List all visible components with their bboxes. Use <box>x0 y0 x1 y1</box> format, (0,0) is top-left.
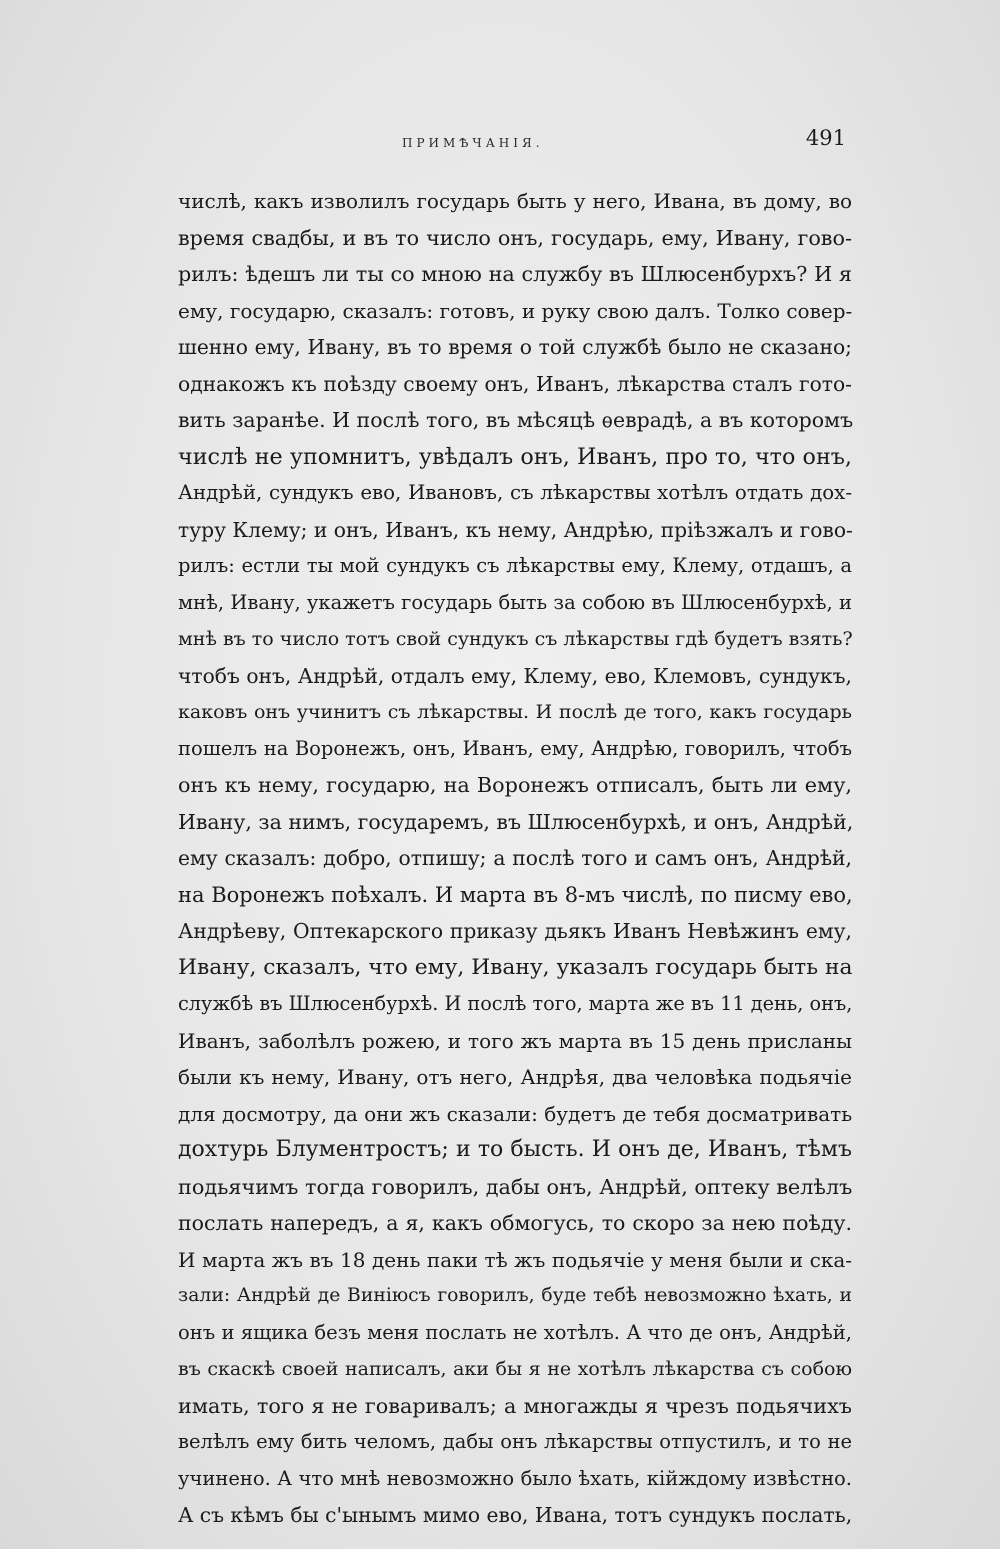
text-line: Андрѣеву, Оптекарского приказу дьякъ Иванъ Невѣжинъ ему, <box>178 919 852 943</box>
text-line: шенно ему, Ивану, въ то время о той службѣ было не сказано; <box>178 335 852 359</box>
text-line: ему сказалъ: добро, отпишу; а послѣ того и самъ онъ, Андрѣй, <box>178 846 852 870</box>
text-line: подьячимъ тогда говорилъ, дабы онъ, Андрѣй, оптеку велѣлъ <box>178 1174 853 1199</box>
text-line: мнѣ въ то число тотъ свой сундукъ съ лѣкарствы гдѣ будетъ взять? <box>178 628 853 650</box>
running-title: ПРИМѢЧАНІЯ. <box>402 136 544 150</box>
text-line: зали: Андрѣй де Виніюсъ говорилъ, буде тебѣ невозможно ѣхать, и <box>178 1285 852 1306</box>
text-line: онъ и ящика безъ меня послать не хотѣлъ. А что де онъ, Андрѣй, <box>178 1320 852 1344</box>
text-line: однакожъ къ поѣзду своему онъ, Иванъ, лѣкарства сталъ гото- <box>178 371 852 396</box>
text-line: числѣ, какъ изволилъ государь быть у него, Ивана, въ дому, во <box>178 189 852 213</box>
text-line: А съ кѣмъ бы с'ынымъ мимо ево, Ивана, тотъ сундукъ послать, <box>178 1503 853 1527</box>
text-line: пошелъ на Воронежъ, онъ, Иванъ, ему, Андрѣю, говорилъ, чтобъ <box>178 736 852 760</box>
text-line: Ивану, за нимъ, государемъ, въ Шлюсенбурхѣ, и онъ, Андрѣй, <box>178 809 854 834</box>
text-line: время свадбы, и въ то число онъ, государь, ему, Ивану, гово- <box>178 225 852 250</box>
text-line: службѣ въ Шлюсенбурхѣ. И послѣ того, марта же въ 11 день, онъ, <box>178 992 853 1015</box>
text-line: имать, того я не говаривалъ; а многажды я чрезъ подьячихъ <box>178 1393 852 1418</box>
text-line: туру Клему; и онъ, Иванъ, къ нему, Андрѣю, пріѣзжалъ и гово- <box>178 517 853 542</box>
text-line: учинено. А что мнѣ невозможно было ѣхать, кійждому извѣстно. <box>178 1466 852 1490</box>
text-line: для досмотру, да они жъ сказали: будетъ де тебя досматривать <box>178 1101 853 1126</box>
text-line: на Воронежъ поѣхалъ. И марта въ 8-мъ числѣ, по писму ево, <box>178 882 853 907</box>
text-line: числѣ не упомнитъ, увѣдалъ онъ, Иванъ, про то, что онъ, <box>178 443 852 470</box>
text-line: рилъ: ѣдешъ ли ты со мною на службу въ Шлюсенбурхъ? И я <box>178 262 852 286</box>
text-line: рилъ: естли ты мой сундукъ съ лѣкарствы ему, Клему, отдашъ, а <box>178 554 852 577</box>
text-line: Андрѣй, сундукъ ево, Ивановъ, съ лѣкарствы хотѣлъ отдать дох- <box>178 481 852 504</box>
text-line: чтобъ онъ, Андрѣй, отдалъ ему, Клему, ево, Клемовъ, сундукъ, <box>178 663 852 688</box>
text-line: мнѣ, Ивану, укажетъ государь быть за собою въ Шлюсенбурхѣ, и <box>178 590 852 614</box>
text-line: были къ нему, Ивану, отъ него, Андрѣя, два человѣка подьячіе <box>178 1065 852 1089</box>
text-line: Иванъ, заболѣлъ рожею, и того жъ марта въ 15 день присланы <box>178 1028 852 1053</box>
text-line: дохтурь Блументростъ; и то бысть. И онъ де, Иванъ, тѣмъ <box>178 1137 852 1162</box>
text-line: послать напередъ, а я, какъ обмогусь, то скоро за нею поѣду. <box>178 1211 852 1235</box>
text-line: въ скаскѣ своей написалъ, аки бы я не хотѣлъ лѣкарства съ собою <box>178 1358 852 1380</box>
text-line: ему, государю, сказалъ: готовъ, и руку свою далъ. Толко совер- <box>178 298 853 323</box>
text-line: И марта жъ въ 18 день паки тѣ жъ подьячіе у меня были и ска- <box>178 1247 852 1272</box>
text-line: каковъ онъ учинитъ съ лѣкарствы. И послѣ де того, какъ государь <box>178 701 852 723</box>
body-text <box>178 183 852 1534</box>
page-header <box>170 126 850 166</box>
text-line: вить заранѣе. И послѣ того, въ мѣсяцѣ ѳеврадѣ, а въ которомъ <box>178 408 854 432</box>
page-number: 491 <box>805 126 846 150</box>
text-line: велѣлъ ему бить челомъ, дабы онъ лѣкарствы отпустилъ, и то не <box>178 1430 852 1453</box>
text-line: онъ къ нему, государю, на Воронежъ отписалъ, быть ли ему, <box>178 773 852 797</box>
text-line: Ивану, сказалъ, что ему, Ивану, указалъ государь быть на <box>178 954 853 980</box>
